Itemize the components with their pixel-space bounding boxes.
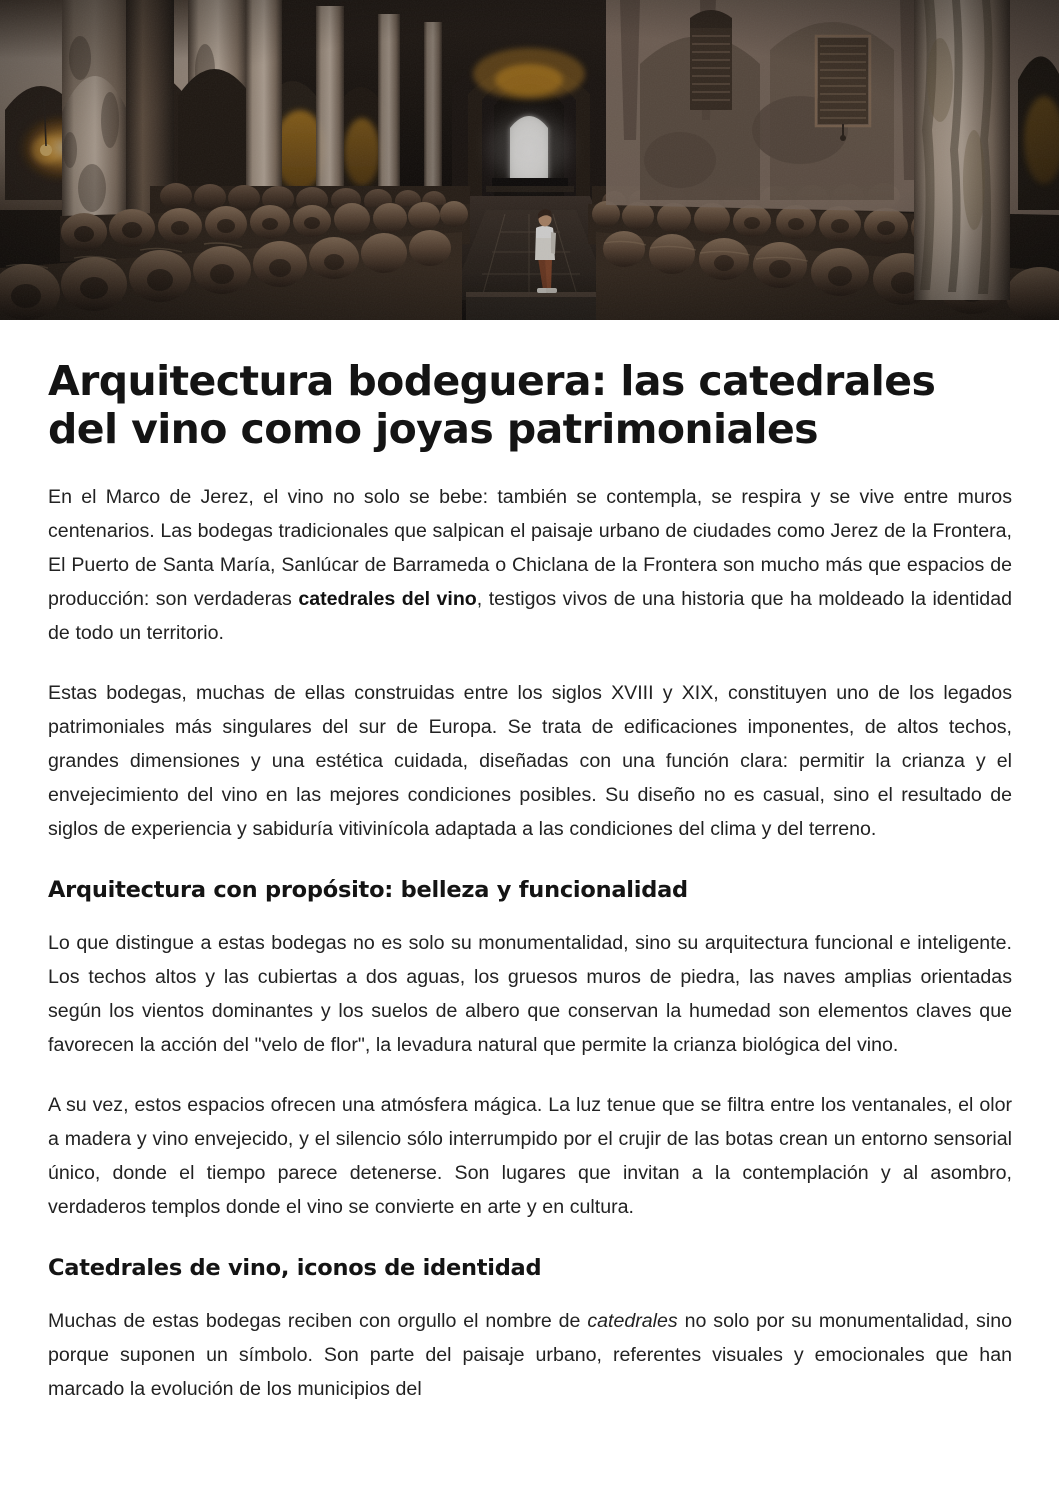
text-run: Estas bodegas, muchas de ellas construidas entre los siglos XVIII y XIX, constituyen uno de los legados patrimoniales más singulares del sur de Europa. Se trata de edificaciones imponentes, de altos techos, grandes dimensiones y una estética cuidada, diseñadas con una función clara: permitir la crianza y el envejecimiento del vino en las mejores condiciones posibles. Su diseño no es casual, sino el resultado de siglos de experiencia y sabiduría vitivinícola adaptada a las condiciones del clima y del terreno.	[48, 681, 1012, 840]
text-run: Lo que distingue a estas bodegas no es solo su monumentalidad, sino su arquitectura funcional e inteligente. Los techos altos y las cubiertas a dos aguas, los gruesos muros de piedra, las naves amplias orientadas según los vientos dominantes y los suelos de albero que conservan la humedad son elementos claves que favorecen la acción del "velo de flor", la levadura natural que permite la crianza biológica del vino.	[48, 932, 1012, 1057]
text-run: , testigos vivos de una historia que ha moldeado la identidad de todo un territorio.	[48, 587, 1012, 644]
text-run: A su vez, estos espacios ofrecen una atmósfera mágica. La luz tenue que se filtra entre los ventanales, el olor a madera y vino envejecido, y el silencio sólo interrumpido por el crujir de las botas crean un entorno sensorial único, donde el tiempo parece detenerse. Son lugares que invitan a la contemplación y al asombro, verdaderos templos donde el vino se convierte en arte y en cultura.	[48, 1094, 1012, 1219]
section-heading: Catedrales de vino, iconos de identidad	[48, 1255, 542, 1282]
emphasis-italic: catedrales	[587, 1310, 678, 1333]
section-heading: Arquitectura con propósito: belleza y funcionalidad	[48, 876, 688, 903]
body-paragraph	[48, 1088, 1012, 1224]
article-body	[0, 320, 1059, 1406]
hero-image	[0, 0, 1059, 320]
body-paragraph	[48, 676, 1012, 846]
body-paragraph	[48, 480, 1012, 650]
text-run: Muchas de estas bodegas reciben con orgullo el nombre de	[48, 1310, 588, 1333]
text-run: En el Marco de Jerez, el vino no solo se bebe: también se contempla, se respira y se vive entre muros centenarios. Las bodegas tradicionales que salpican el paisaje urbano de ciudades como Jerez de la Frontera, El Puerto de Santa María, Sanlúcar de Barrameda o Chiclana de la Frontera son mucho más que espacios de producción: son verdaderas	[48, 485, 1012, 610]
emphasis-bold: catedrales del vino	[298, 587, 477, 610]
wine-cellar-illustration	[0, 0, 1059, 320]
body-paragraph	[48, 926, 1012, 1062]
body-paragraph	[48, 1304, 1012, 1406]
page-title: Arquitectura bodeguera: las catedrales del vino como joyas patrimoniales	[48, 357, 936, 453]
article-blocks	[48, 480, 1012, 1407]
text-run: no solo por su monumentalidad, sino porque suponen un símbolo. Son parte del paisaje urbano, referentes visuales y emocionales que han marcado la evolución de los municipios del	[48, 1310, 1012, 1401]
